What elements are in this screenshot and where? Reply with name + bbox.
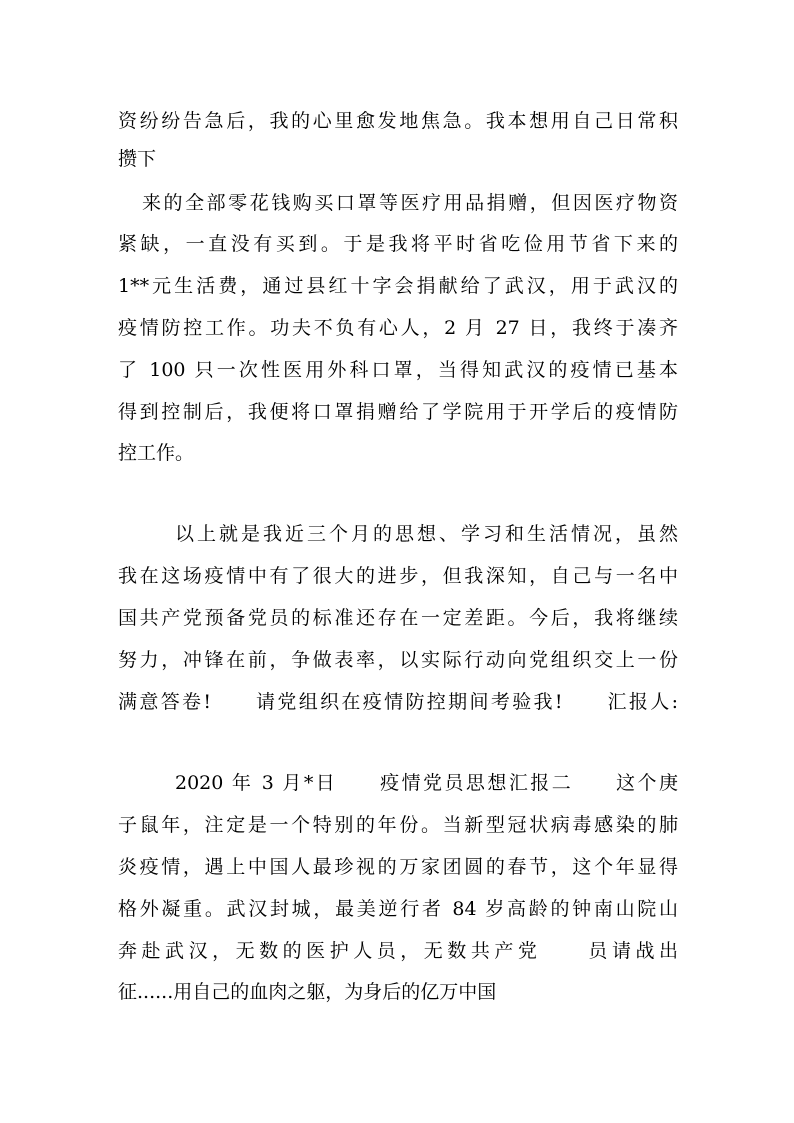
text-line: 资纷纷告急后，我的心里愈发地焦急。我本想用自己日常积 [118, 110, 678, 132]
text-line: 格外凝重。武汉封城，最美逆行者 84 岁高龄的钟南山院山 [118, 898, 678, 920]
text-line: 我在这场疫情中有了很大的进步，但我深知，自己与一名中 [118, 565, 678, 587]
text-line: 满意答卷! 请党组织在疫情防控期间考验我! 汇报人: [118, 691, 678, 713]
text-line: 攒下 [118, 148, 157, 170]
paragraph-first-line: 以上就是我近三个月的思想、学习和生活情况，虽然 [175, 523, 678, 545]
text-line: 努力，冲锋在前，争做表率，以实际行动向党组织交上一份 [118, 649, 678, 671]
text-line: 控工作。 [118, 442, 195, 464]
text-line: 得到控制后，我便将口罩捐赠给了学院用于开学后的疫情防 [118, 401, 678, 423]
text-line: 炎疫情，遇上中国人最珍视的万家团圆的春节，这个年显得 [118, 856, 678, 878]
text-line: 国共产党预备党员的标准还存在一定差距。今后，我将继续 [118, 607, 678, 629]
text-line: 奔赴武汉，无数的医护人员，无数共产党 员请战出 [118, 940, 678, 962]
text-line: 1**元生活费，通过县红十字会捐献给了武汉，用于武汉的 [118, 275, 678, 297]
text-line: 了 100 只一次性医用外科口罩，当得知武汉的疫情已基本 [118, 359, 678, 381]
text-line: 疫情防控工作。功夫不负有心人，2 月 27 日，我终于凑齐 [118, 317, 678, 339]
text-line: 征......用自己的血肉之躯，为身后的亿万中国 [118, 981, 497, 1003]
text-line: 紧缺，一直没有买到。于是我将平时省吃俭用节省下来的 [118, 233, 678, 255]
paragraph-first-line: 2020 年 3 月*日 疫情党员思想汇报二 这个庚 [175, 772, 678, 794]
text-line: 子鼠年，注定是一个特别的年份。当新型冠状病毒感染的肺 [118, 814, 678, 836]
text-line: 来的全部零花钱购买口罩等医疗用品捐赠，但因医疗物资 [142, 192, 678, 214]
